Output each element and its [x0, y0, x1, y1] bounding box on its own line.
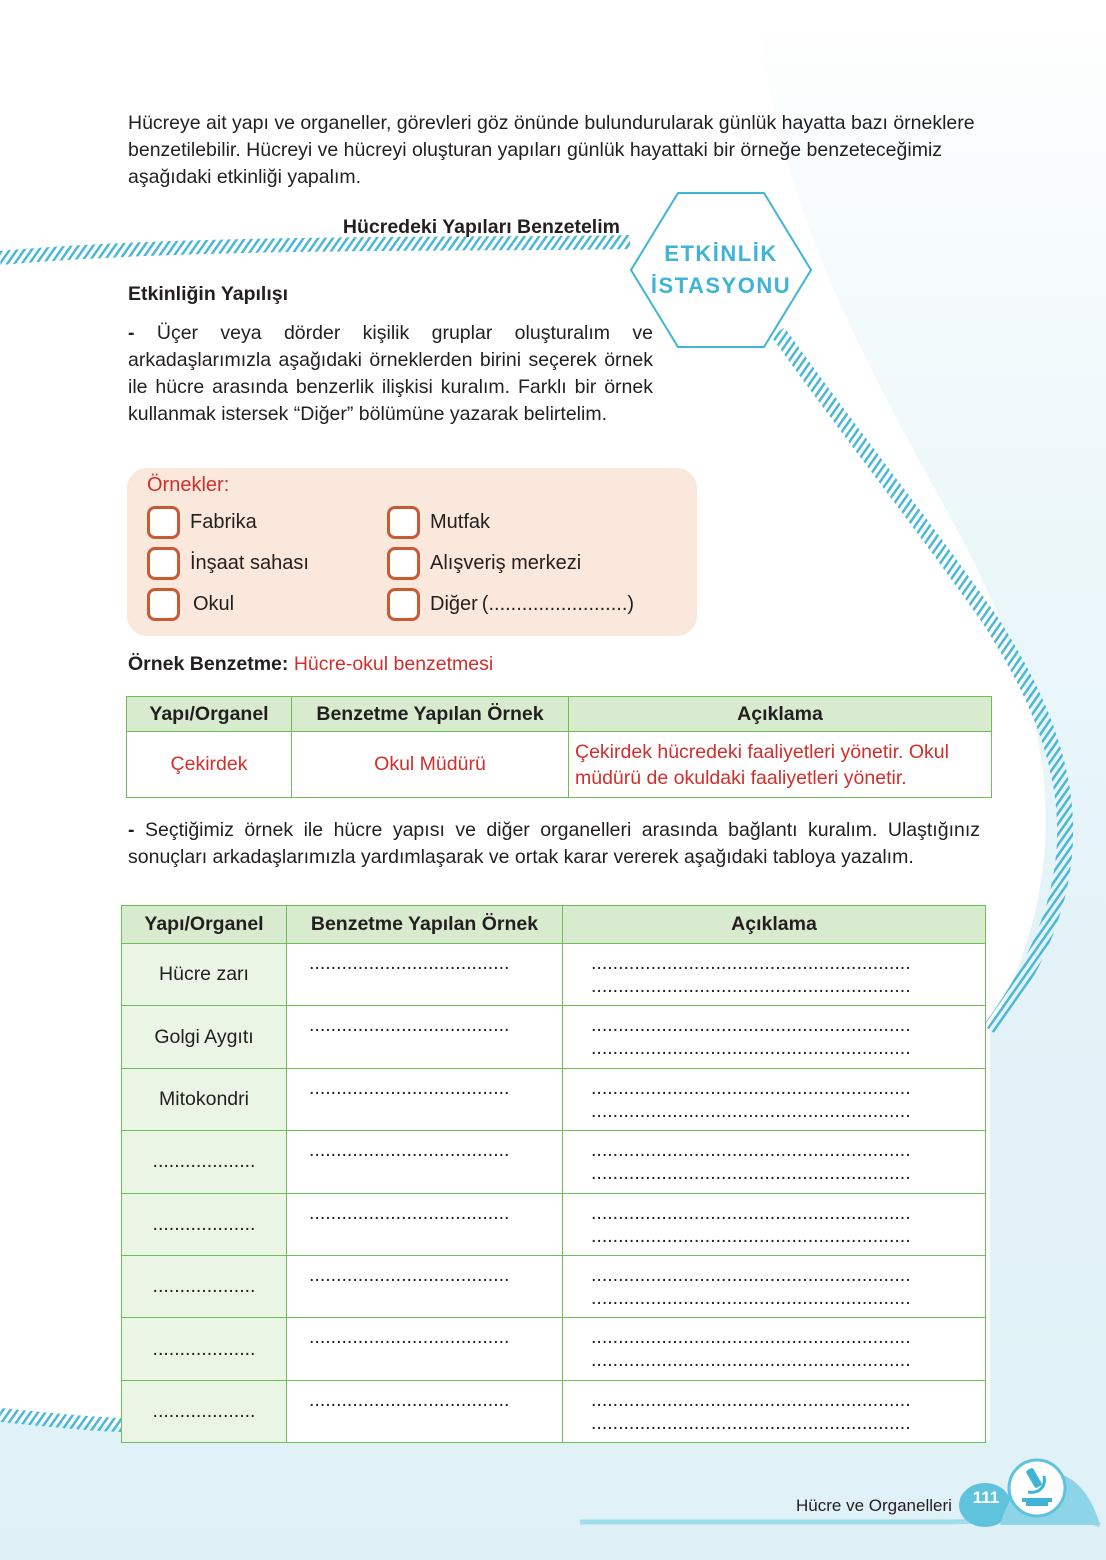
- blank-line: ...........................................................: [591, 1014, 911, 1037]
- option-label: Fabrika: [190, 511, 257, 533]
- blank-line: .....................................: [309, 1201, 510, 1224]
- cell-aciklama-blank[interactable]: [563, 944, 986, 1006]
- example-analogy-value: Hücre-okul benzetmesi: [293, 653, 494, 675]
- blank-line: .....................................: [309, 1139, 510, 1162]
- cell-organel[interactable]: ...................: [122, 1380, 287, 1442]
- cell-organel: Çekirdek: [127, 732, 292, 798]
- blank-line: ...........................................................: [591, 1139, 911, 1162]
- cell-aciklama: Çekirdek hücredeki faaliyetleri yönetir. Okul müdürü de okuldaki faaliyetleri yönetir.: [569, 732, 992, 798]
- header-ornek: Benzetme Yapılan Örnek: [292, 697, 569, 732]
- cell-aciklama-blank[interactable]: [563, 1193, 986, 1255]
- cell-ornek-blank[interactable]: [287, 1068, 563, 1130]
- step-1-paragraph: [128, 320, 653, 428]
- examples-box: [127, 468, 697, 636]
- cell-aciklama-blank[interactable]: [563, 1318, 986, 1380]
- table-row: [122, 1255, 986, 1317]
- worksheet-table: [121, 905, 986, 1443]
- cell-organel: Mitokondri: [122, 1068, 287, 1130]
- other-blank[interactable]: (.........................): [481, 593, 635, 615]
- intro-paragraph: Hücreye ait yapı ve organeller, görevleri göz önünde bulundurularak günlük hayatta bazı örneklere benzetilebilir. Hücreyi ve hücreyi oluşturan yapıları günlük hayattaki bir örneğe benzeteceğimiz aşağıdaki etkinliği yapalım.: [128, 112, 975, 188]
- option-mutfak[interactable]: [387, 506, 490, 539]
- option-alisveris-merkezi[interactable]: [387, 547, 581, 580]
- blank-line: ...........................................................: [591, 1037, 911, 1060]
- procedure-heading: Etkinliğin Yapılışı: [128, 283, 289, 305]
- cell-aciklama-blank[interactable]: [563, 1006, 986, 1068]
- cell-organel: Hücre zarı: [122, 944, 287, 1006]
- header-organel: Yapı/Organel: [122, 906, 287, 944]
- blank-line: ...........................................................: [591, 1201, 911, 1224]
- blank-line: ...........................................................: [591, 1162, 911, 1185]
- blank-line: ...........................................................: [591, 975, 911, 997]
- table-row: [122, 1380, 986, 1442]
- blank-line: ...........................................................: [591, 1263, 911, 1286]
- footer-chapter-title: Hücre ve Organelleri: [796, 1496, 952, 1515]
- step-2-text: Seçtiğimiz örnek ile hücre yapısı ve diğer organelleri arasında bağlantı kuralım. Ulaştığınız sonuçları arkadaşlarımızla yardımlaşarak ve ortak karar vererek aşağıdaki tabloya yazalım.: [128, 819, 980, 868]
- header-organel: Yapı/Organel: [127, 697, 292, 732]
- bullet-dash: -: [128, 819, 135, 841]
- example-analogy: [128, 653, 493, 676]
- blank-line: .....................................: [309, 1326, 510, 1349]
- step-1-text: Üçer veya dörder kişilik gruplar oluşturalım ve arkadaşlarımızla aşağıdaki örneklerden birini seçerek örnek ile hücre arasında benzerlik ilişkisi kuralım. Farklı bir örnek kullanmak istersek “Diğer” bölümüne yazarak belirtelim.: [128, 322, 654, 425]
- table-row: [122, 1193, 986, 1255]
- step-2-paragraph: [128, 817, 980, 871]
- blank-line: ...........................................................: [591, 1349, 911, 1372]
- blank-line: .....................................: [309, 1014, 510, 1037]
- examples-title: Örnekler:: [147, 474, 230, 496]
- bullet-dash: -: [128, 322, 135, 344]
- blank-line: ...........................................................: [591, 952, 911, 974]
- option-fabrika[interactable]: [147, 506, 257, 539]
- blank-line: ...........................................................: [591, 1326, 911, 1349]
- option-label: Okul: [193, 593, 235, 615]
- cell-aciklama-blank[interactable]: [563, 1131, 986, 1193]
- blank-line: ...........................................................: [591, 1411, 911, 1434]
- cell-organel[interactable]: ...................: [122, 1255, 287, 1317]
- cell-ornek: Okul Müdürü: [292, 732, 569, 798]
- checkbox[interactable]: [147, 506, 180, 539]
- cell-ornek-blank[interactable]: [287, 944, 563, 1006]
- blank-line: ...........................................................: [591, 1388, 911, 1411]
- checkbox[interactable]: [147, 588, 180, 621]
- example-analogy-label: Örnek Benzetme:: [128, 653, 289, 675]
- blank-line: .....................................: [309, 1076, 510, 1099]
- blank-line: ...........................................................: [591, 1224, 911, 1247]
- table-row: [122, 944, 986, 1006]
- page-number: 111: [972, 1488, 1000, 1507]
- option-label: İnşaat sahası: [190, 552, 309, 574]
- blank-line: .....................................: [309, 1263, 510, 1286]
- table-row: [122, 1006, 986, 1068]
- table-row: [122, 1068, 986, 1130]
- cell-organel[interactable]: ...................: [122, 1131, 287, 1193]
- table-row: [122, 1318, 986, 1380]
- checkbox[interactable]: [387, 588, 420, 621]
- cell-ornek-blank[interactable]: [287, 1006, 563, 1068]
- blank-line: ...........................................................: [591, 1076, 911, 1099]
- header-aciklama: Açıklama: [563, 906, 986, 944]
- cell-organel: Golgi Aygıtı: [122, 1006, 287, 1068]
- badge-line-1: ETKİNLİK: [664, 241, 778, 266]
- cell-ornek-blank[interactable]: [287, 1131, 563, 1193]
- cell-organel[interactable]: ...................: [122, 1193, 287, 1255]
- option-label: Diğer: [430, 593, 478, 615]
- blank-line: .....................................: [309, 952, 510, 974]
- option-insaat-sahasi[interactable]: [147, 547, 309, 580]
- blank-line: .....................................: [309, 1388, 510, 1411]
- cell-organel[interactable]: ...................: [122, 1318, 287, 1380]
- blank-line: ...........................................................: [591, 1099, 911, 1122]
- option-diger[interactable]: [387, 588, 634, 621]
- header-aciklama: Açıklama: [569, 697, 992, 732]
- table-header-row: [127, 697, 992, 732]
- checkbox[interactable]: [387, 506, 420, 539]
- option-label: Mutfak: [430, 511, 491, 533]
- cell-ornek-blank[interactable]: [287, 1193, 563, 1255]
- example-table: [126, 696, 992, 798]
- option-label: Alışveriş merkezi: [430, 552, 582, 574]
- checkbox[interactable]: [387, 547, 420, 580]
- checkbox[interactable]: [147, 547, 180, 580]
- table-row: [127, 732, 992, 798]
- cell-ornek-blank[interactable]: [287, 1318, 563, 1380]
- badge-line-2: İSTASYONU: [650, 273, 792, 298]
- table-header-row: [122, 906, 986, 944]
- cell-aciklama-blank[interactable]: [563, 1380, 986, 1442]
- cell-aciklama-blank[interactable]: [563, 1255, 986, 1317]
- header-ornek: Benzetme Yapılan Örnek: [287, 906, 563, 944]
- cell-ornek-blank[interactable]: [287, 1255, 563, 1317]
- blank-line: ...........................................................: [591, 1286, 911, 1309]
- cell-aciklama-blank[interactable]: [563, 1068, 986, 1130]
- option-okul[interactable]: [147, 588, 234, 621]
- cell-ornek-blank[interactable]: [287, 1380, 563, 1442]
- activity-title: Hücredeki Yapıları Benzetelim: [342, 216, 620, 238]
- table-row: [122, 1131, 986, 1193]
- etkinlik-istasyonu-badge: [628, 190, 814, 350]
